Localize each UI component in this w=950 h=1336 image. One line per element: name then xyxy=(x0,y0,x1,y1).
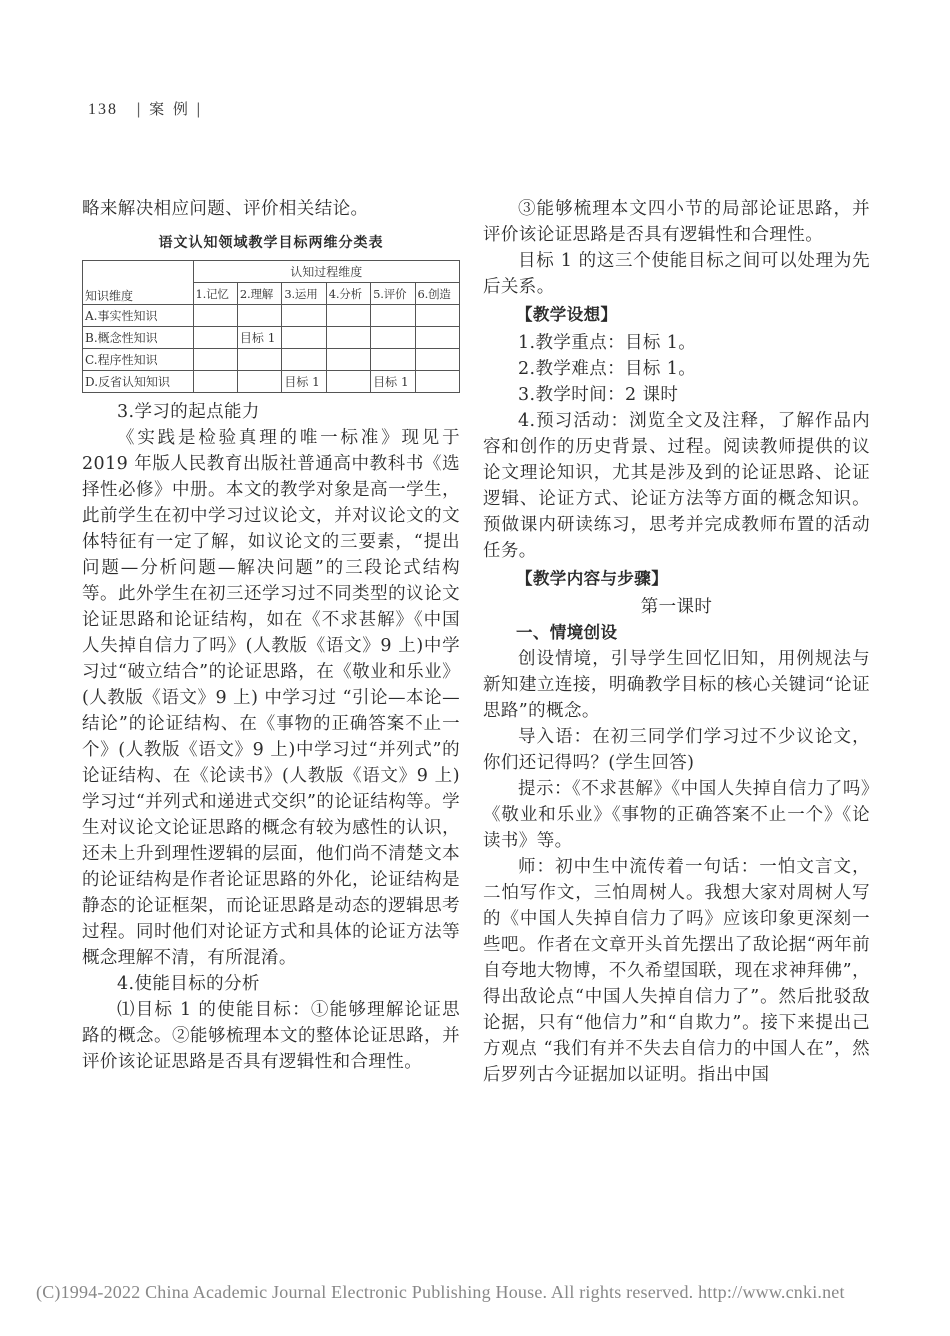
section-label: 案 例 xyxy=(149,100,190,118)
cell xyxy=(237,371,281,393)
cell xyxy=(371,305,415,327)
level-cell: 5.评价 xyxy=(371,283,415,305)
cell: 目标 1 xyxy=(371,371,415,393)
dim-header: 认知过程维度 xyxy=(193,261,459,283)
cell xyxy=(237,349,281,371)
list-item: 3.教学时间：2 课时 xyxy=(518,385,679,405)
lesson-title: 第一课时 xyxy=(640,597,713,617)
table-row xyxy=(83,305,460,327)
cell xyxy=(326,371,370,393)
cell xyxy=(193,371,237,393)
cell xyxy=(415,305,459,327)
taxonomy-table xyxy=(82,260,460,393)
subsection-title: 4.使能目标的分析 xyxy=(117,974,260,994)
level-cell: 6.创造 xyxy=(415,283,459,305)
level-cell: 4.分析 xyxy=(326,283,370,305)
subsection-title: 3.学习的起点能力 xyxy=(117,402,260,422)
cell xyxy=(415,349,459,371)
row-label: B.概念性知识 xyxy=(83,327,194,349)
section-heading: 【教学内容与步骤】 xyxy=(516,569,669,588)
cell xyxy=(237,305,281,327)
level-cell: 1.记忆 xyxy=(193,283,237,305)
table-title: 语文认知领域教学目标两维分类表 xyxy=(158,235,384,251)
paragraph: 创设情境，引导学生回忆旧知，用例规法与新知建立连接，明确教学目标的核心关键词“论证思路”的概念。 xyxy=(483,649,870,721)
paragraph: 导入语：在初三同学们学习过不少议论文，你们还记得吗？(学生回答) xyxy=(483,727,870,773)
paragraph: 略来解决相应问题、评价相关结论。 xyxy=(82,199,369,219)
row-label: C.程序性知识 xyxy=(83,349,194,371)
list-item: 1.教学重点：目标 1。 xyxy=(518,333,697,353)
row-label: D.反省认知知识 xyxy=(83,371,194,393)
cell xyxy=(282,305,326,327)
copyright-footer: (C)1994-2022 China Academic Journal Electronic Publishing House. All rights reserved. http://www.cnki.net xyxy=(36,1282,845,1302)
row-label: A.事实性知识 xyxy=(83,305,194,327)
page-number: 138 xyxy=(88,101,118,118)
subsection-heading: 一、情境创设 xyxy=(516,623,618,642)
cell xyxy=(326,327,370,349)
cell xyxy=(282,349,326,371)
section-heading: 【教学设想】 xyxy=(516,305,618,324)
cell xyxy=(193,305,237,327)
cell xyxy=(282,327,326,349)
row-header-label: 知识维度 xyxy=(83,261,194,305)
cell xyxy=(193,349,237,371)
page-header: 138 | 案 例 | xyxy=(88,100,203,118)
paragraph: ③能够梳理本文四小节的局部论证思路，并评价该论证思路是否具有逻辑性和合理性。 xyxy=(483,199,870,245)
cell: 目标 1 xyxy=(237,327,281,349)
left-column xyxy=(82,196,460,1075)
cell xyxy=(371,349,415,371)
paragraph: 目标 1 的这三个使能目标之间可以处理为先后关系。 xyxy=(483,251,870,297)
table-row xyxy=(83,327,460,349)
cell xyxy=(326,305,370,327)
table-row xyxy=(83,261,460,283)
right-column xyxy=(483,196,870,1088)
cell xyxy=(193,327,237,349)
cell: 目标 1 xyxy=(282,371,326,393)
cell xyxy=(415,327,459,349)
paragraph: 师：初中生中流传着一句话：一怕文言文，二怕写作文，三怕周树人。我想大家对周树人写的《中国人失掉自信力了吗》应该印象更深刻一些吧。作者在文章开头首先摆出了敌论据“两年前自夸地大物博，不久希望国联，现在求神拜佛”，得出敌论点“中国人失掉自信力了”。然后批驳敌论据，只有“他信力”和“自欺力”。接下来提出己方观点 “我们有并不失去自信力的中国人在”，然后罗列古今证据加以证明。指出中国 xyxy=(483,857,870,1085)
list-item: 4.预习活动：浏览全文及注释，了解作品内容和创作的历史背景、过程。阅读教师提供的议论文理论知识，尤其是涉及到的论证思路、论证逻辑、论证方式、论证方法等方面的概念知识。预做课内研读练习，思考并完成教师布置的活动任务。 xyxy=(483,411,870,561)
table-row xyxy=(83,349,460,371)
paragraph: ⑴目标 1 的使能目标：①能够理解论证思路的概念。②能够梳理本文的整体论证思路，并评价该论证思路是否具有逻辑性和合理性。 xyxy=(82,1000,460,1072)
table-row xyxy=(83,371,460,393)
list-item: 2.教学难点：目标 1。 xyxy=(518,359,697,379)
paragraph: 提示：《不求甚解》《中国人失掉自信力了吗》《敬业和乐业》《事物的正确答案不止一个》《论读书》等。 xyxy=(483,779,870,851)
cell xyxy=(371,327,415,349)
cell xyxy=(326,349,370,371)
paragraph: 《实践是检验真理的唯一标准》现见于 2019 年版人民教育出版社普通高中教科书《选择性必修》中册。本文的教学对象是高一学生，此前学生在初中学习过议论文，并对议论文的文体特征有一定了解，如议论文的三要素，“提出问题—分析问题—解决问题”的三段论式结构等。此外学生在初三还学习过不同类型的议论文论证思路和论证结构，如在《不求甚解》《中国人失掉自信力了吗》(人教版《语文》9 上)中学习过“破立结合”的论证思路，在《敬业和乐业》(人教版《语文》9 上) 中学习过 “引论—本论—结论”的论证结构、在《事物的正确答案不止一个》(人教版《语文》9 上)中学习过“并列式”的论证结构、在《论读书》(人教版《语文》9 上)学习过“并列式和递进式交织”的论证结构等。学生对议论文论证思路的概念有较为感性的认识，还未上升到理性逻辑的层面，他们尚不清楚文本的论证结构是作者论证思路的外化，论证结构是静态的论证框架，而论证思路是动态的逻辑思考过程。同时他们对论证方式和具体的论证方法等概念理解不清，有所混淆。 xyxy=(82,428,460,968)
level-cell: 3.运用 xyxy=(282,283,326,305)
level-cell: 2.理解 xyxy=(237,283,281,305)
cell xyxy=(415,371,459,393)
